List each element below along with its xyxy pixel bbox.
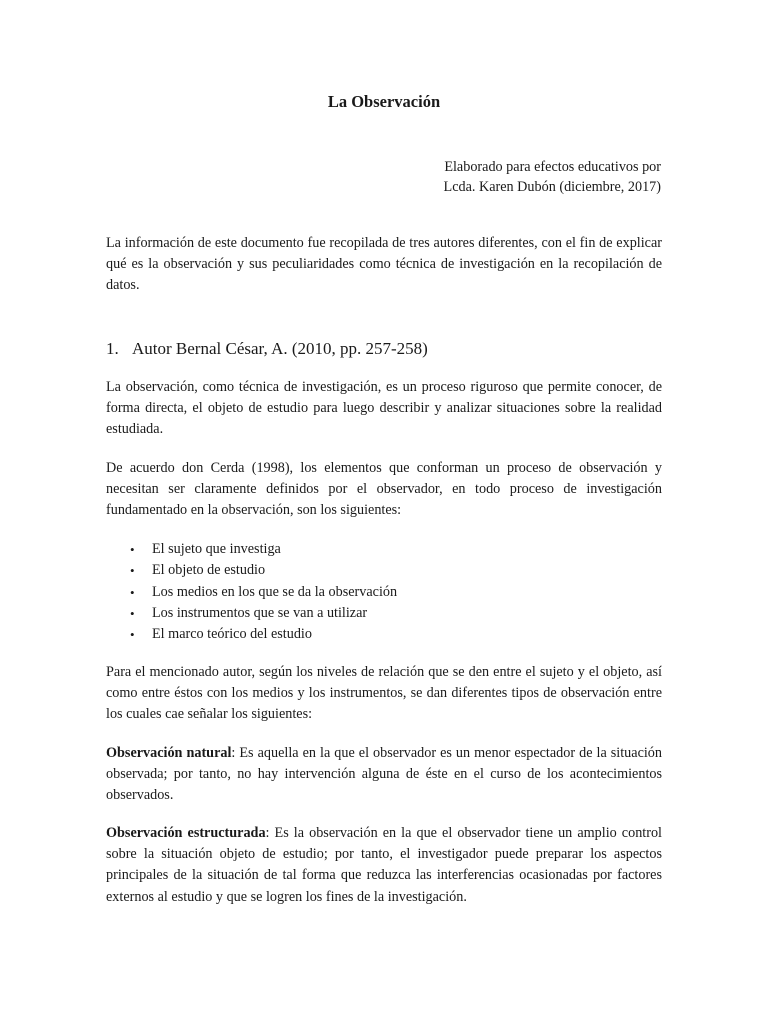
bullet-icon: • [130,542,135,557]
section-1-paragraph-1: La observación, como técnica de investigación, es un proceso riguroso que permite conocer, de forma directa, el objeto de estudio para luego describir y analizar situaciones sobre la realidad estudiada. [106,379,662,438]
bullet-icon: • [130,563,135,579]
elements-list [106,539,662,645]
bullet-icon: • [130,627,135,643]
section-1-title: Autor Bernal César, A. (2010, pp. 257-258) [132,339,428,358]
document-title: La Observación [327,92,441,111]
byline-line-1: Elaborado para efectos educativos por [444,159,661,175]
natural-observation-paragraph [106,743,662,807]
list-item: • El sujeto que investiga [106,539,662,560]
list-item: • El marco teórico del estudio [106,624,662,645]
structured-observation-paragraph [106,823,662,908]
section-1-heading [106,338,428,360]
section-1-paragraph-3: Para el mencionado autor, según los niveles de relación que se den entre el sujeto y el objeto, así como entre éstos con los medios y los instrumentos, se dan diferentes tipos de observación entre los cuales cae señalar los siguientes: [106,664,662,723]
list-item: • Los instrumentos que se van a utilizar [106,603,662,624]
bullet-icon: • [130,584,135,600]
structured-observation-term: Observación estructurada [106,825,266,841]
section-1-paragraph-2: De acuerdo don Cerda (1998), los elementos que conforman un proceso de observación y necesitan ser claramente definidos por el observador, en todo proceso de investigación fundamentado en la observación, son los siguientes: [106,460,662,519]
section-1-number: 1. [106,339,119,358]
intro-paragraph: La información de este documento fue recopilada de tres autores diferentes, con el fin de explicar qué es la observación y sus peculiaridades como técnica de investigación en la recopilación de datos. [106,235,662,294]
byline-line-2: Lcda. Karen Dubón (diciembre, 2017) [443,179,661,195]
list-item: • El objeto de estudio [106,560,662,581]
list-item: • Los medios en los que se da la observación [106,582,662,603]
bullet-icon: • [130,605,135,621]
natural-observation-text: : Es aquella en la que el observador es un menor espectador de la situación observada; por tanto, no hay intervención alguna de éste en el curso de los acontecimientos observados. [106,745,662,804]
structured-observation-text: : Es la observación en la que el observador tiene un amplio control sobre la situación objeto de estudio; por tanto, el investigador puede preparar los aspectos principales de la situación de tal forma que reduzca las interferencias ocasionadas por factores externos al estudio y que se logren los fines de la investigación. [106,825,662,905]
natural-observation-term: Observación natural [106,745,232,761]
document-byline [444,157,661,197]
